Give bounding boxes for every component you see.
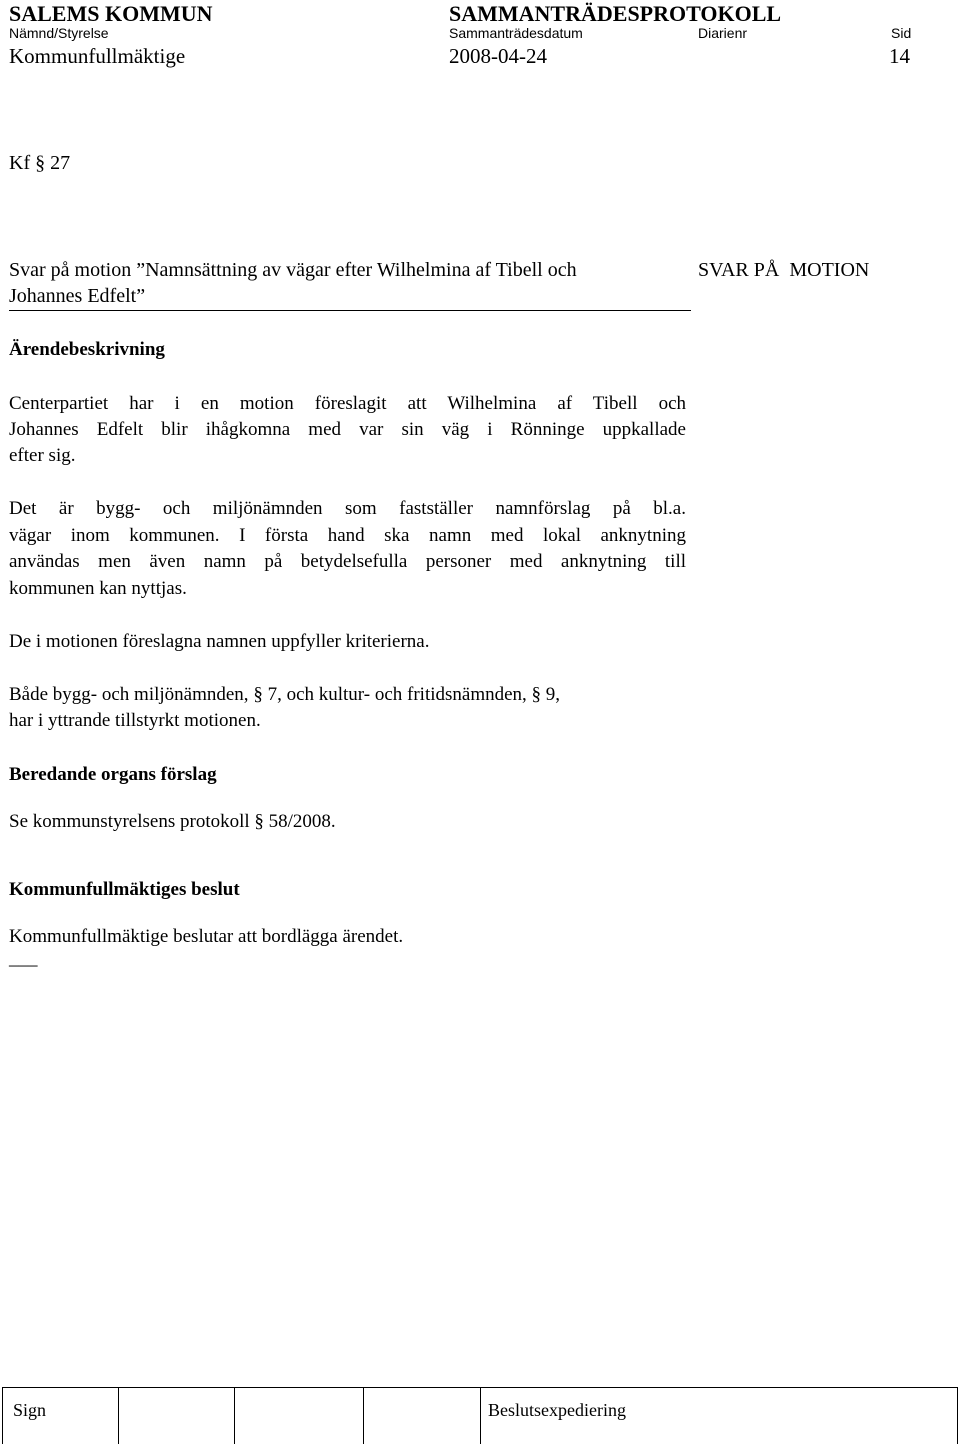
description-p1-line-2: Johannes Edfelt blir ihågkomna med var sin väg i Rönninge uppkallade xyxy=(9,419,686,440)
footer-mid-border-1 xyxy=(118,1387,119,1444)
proposal-text-b: 58/2008. xyxy=(268,811,336,832)
subject-underline xyxy=(9,310,691,311)
subject-line-1: Svar på motion ”Namnsättning av vägar efter Wilhelmina af Tibell och xyxy=(9,259,577,281)
municipality-name: SALEMS KOMMUN xyxy=(9,1,213,26)
subject-line-2: Johannes Edfelt” xyxy=(9,285,146,307)
meeting-date-label: Sammanträdesdatum xyxy=(449,25,583,41)
section-symbol: § xyxy=(254,811,264,832)
page-label: Sid xyxy=(891,25,912,41)
board-label: Nämnd/Styrelse xyxy=(9,25,109,41)
paragraph-prefix: Kf xyxy=(9,152,31,174)
paragraph-reference xyxy=(9,150,70,176)
board-name: Kommunfullmäktige xyxy=(9,44,186,68)
footer-mid-border-3 xyxy=(363,1387,364,1444)
section-symbol: § xyxy=(253,684,263,705)
subject-category: SVAR PÅ MOTION xyxy=(698,259,870,281)
decision-heading: Kommunfullmäktiges beslut xyxy=(9,879,240,900)
description-p2-line-4: kommunen kan nyttjas. xyxy=(9,578,187,599)
description-p1-line-3: efter sig. xyxy=(9,445,76,466)
registration-label: Diarienr xyxy=(698,25,748,41)
end-mark: ___ xyxy=(9,948,38,969)
proposal-text xyxy=(9,809,336,835)
section-symbol: § xyxy=(531,684,542,705)
description-p2-line-1: Det är bygg- och miljönämnden som fastställer namnförslag på bl.a. xyxy=(9,498,686,519)
proposal-heading: Beredande organs förslag xyxy=(9,764,217,785)
section-symbol: § xyxy=(35,152,46,174)
footer-mid-border-2 xyxy=(234,1387,235,1444)
description-p2-line-3: användas men även namn på betydelsefulla personer med anknytning till xyxy=(9,551,686,572)
p4-part-b: 7, och kultur- och fritidsnämnden, xyxy=(267,684,527,705)
meeting-date: 2008-04-24 xyxy=(449,44,547,68)
description-p2-line-2: vägar inom kommunen. I första hand ska namn med lokal anknytning xyxy=(9,525,686,546)
paragraph-number: 27 xyxy=(50,152,71,174)
p4-part-c: 9, xyxy=(545,684,561,705)
proposal-text-a: Se kommunstyrelsens protokoll xyxy=(9,811,250,832)
footer-right-border xyxy=(957,1387,958,1444)
page-number: 14 xyxy=(889,44,910,68)
description-p1-line-1: Centerpartiet har i en motion föreslagit att Wilhelmina af Tibell och xyxy=(9,393,686,414)
footer-mid-border-4 xyxy=(480,1387,481,1444)
description-p3: De i motionen föreslagna namnen uppfyller kriterierna. xyxy=(9,631,430,652)
description-heading: Ärendebeskrivning xyxy=(9,339,165,360)
dispatch-label: Beslutsexpediering xyxy=(488,1400,626,1420)
description-p4-line-1 xyxy=(9,682,560,708)
protocol-title: SAMMANTRÄDESPROTOKOLL xyxy=(449,1,782,26)
description-p4-line-2: har i yttrande tillstyrkt motionen. xyxy=(9,710,261,731)
footer-left-border xyxy=(2,1387,3,1444)
sign-label: Sign xyxy=(13,1400,47,1420)
p4-part-a: Både bygg- och miljönämnden, xyxy=(9,684,249,705)
decision-text: Kommunfullmäktige beslutar att bordlägga ärendet. xyxy=(9,926,404,947)
